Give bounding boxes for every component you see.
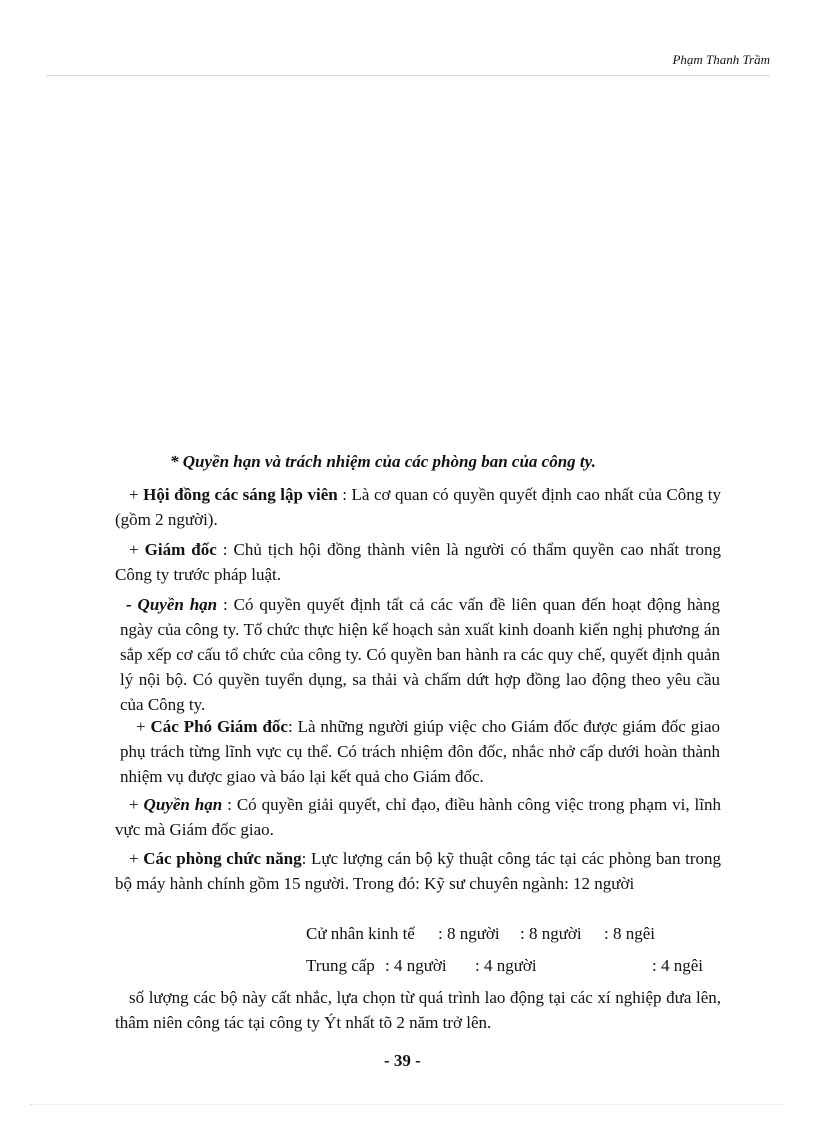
paragraph-deputy-directors bbox=[120, 714, 720, 789]
paragraph-departments bbox=[115, 846, 721, 896]
staff-count: : 4 người bbox=[475, 956, 537, 975]
staff-count: : 4 ngêi bbox=[652, 956, 703, 975]
paragraph-text: : Chủ tịch hội đồng thành viên là người có thẩm quyền cao nhất trong Công ty trước pháp luật. bbox=[115, 540, 722, 584]
paragraph-text: : Là cơ quan có quyền quyết định cao nhất của Công ty (gồm 2 người). bbox=[115, 485, 721, 529]
bullet-prefix: + bbox=[129, 795, 144, 814]
term-powers: Quyền hạn bbox=[143, 795, 223, 814]
staff-label: Cử nhân kinh tế bbox=[306, 924, 415, 943]
page-number: - 39 - bbox=[384, 1051, 421, 1070]
staff-count: : 4 người bbox=[385, 956, 447, 975]
paragraph-founders bbox=[115, 482, 721, 532]
bullet-prefix: - bbox=[126, 595, 138, 614]
term-founders: Hội đồng các sáng lập viên bbox=[143, 485, 338, 504]
term-departments: Các phòng chức năng bbox=[143, 849, 302, 868]
staff-count: : 8 ngêi bbox=[604, 924, 655, 943]
section-heading: * Quyền hạn và trách nhiệm của các phòng ban của công ty. bbox=[170, 452, 596, 471]
paragraph-deputy-powers bbox=[115, 792, 721, 842]
paragraph-text: : Là những người giúp việc cho Giám đốc được giám đốc giao phụ trách từng lĩnh vực cụ thể. Có trách nhiệm đôn đốc, nhắc nhở cấp dưới hoàn thành nhiệm vụ được giao và báo lại kết quả cho Giám đốc. bbox=[120, 717, 720, 786]
paragraph-text: : Lực lượng cán bộ kỹ thuật công tác tại các phòng ban trong bộ máy hành chính gồm 15 người. Trong đó: Kỹ sư chuyên ngành: 12 người bbox=[115, 849, 722, 893]
bullet-prefix: + bbox=[129, 540, 145, 559]
paragraph-director bbox=[115, 537, 721, 587]
term-powers: Quyền hạn bbox=[137, 595, 218, 614]
paragraph-director-powers bbox=[120, 592, 720, 717]
bottom-rule bbox=[30, 1104, 786, 1105]
staff-count: : 8 người bbox=[520, 924, 582, 943]
term-deputy-directors: Các Phó Giám đốc bbox=[150, 717, 288, 736]
term-director: Giám đốc bbox=[144, 540, 217, 559]
bullet-prefix: + bbox=[129, 485, 144, 504]
bullet-prefix: + bbox=[129, 849, 144, 868]
page-header-author: Phạm Thanh Trầm bbox=[672, 52, 770, 67]
paragraph-text: : Có quyền quyết định tất cả các vấn đề liên quan đến hoạt động hàng ngày của công ty. Tổ chức thực hiện kế hoạch sản xuất kinh doanh kiến nghị phương án sắp xếp cơ cấu tổ chức của công ty. Có quyền ban hành ra các quy chế, quyết định quản lý nội bộ. Có quyền tuyển dụng, sa thải và chấm dứt hợp đồng lao động theo yêu cầu của Công ty. bbox=[120, 595, 720, 714]
header-rule bbox=[46, 75, 770, 76]
staff-count: : 8 người bbox=[438, 924, 500, 943]
bullet-prefix: + bbox=[136, 717, 151, 736]
paragraph-text: : Có quyền giải quyết, chỉ đạo, điều hành công việc trong phạm vi, lĩnh vực mà Giám đốc giao. bbox=[115, 795, 721, 839]
staff-label: Trung cấp bbox=[306, 956, 375, 975]
closing-paragraph: số lượng các bộ này cất nhắc, lựa chọn từ quá trình lao động tại các xí nghiệp đưa lên, thâm niên công tác tại công ty Ýt nhất tõ 2 năm trở lên. bbox=[115, 988, 721, 1032]
